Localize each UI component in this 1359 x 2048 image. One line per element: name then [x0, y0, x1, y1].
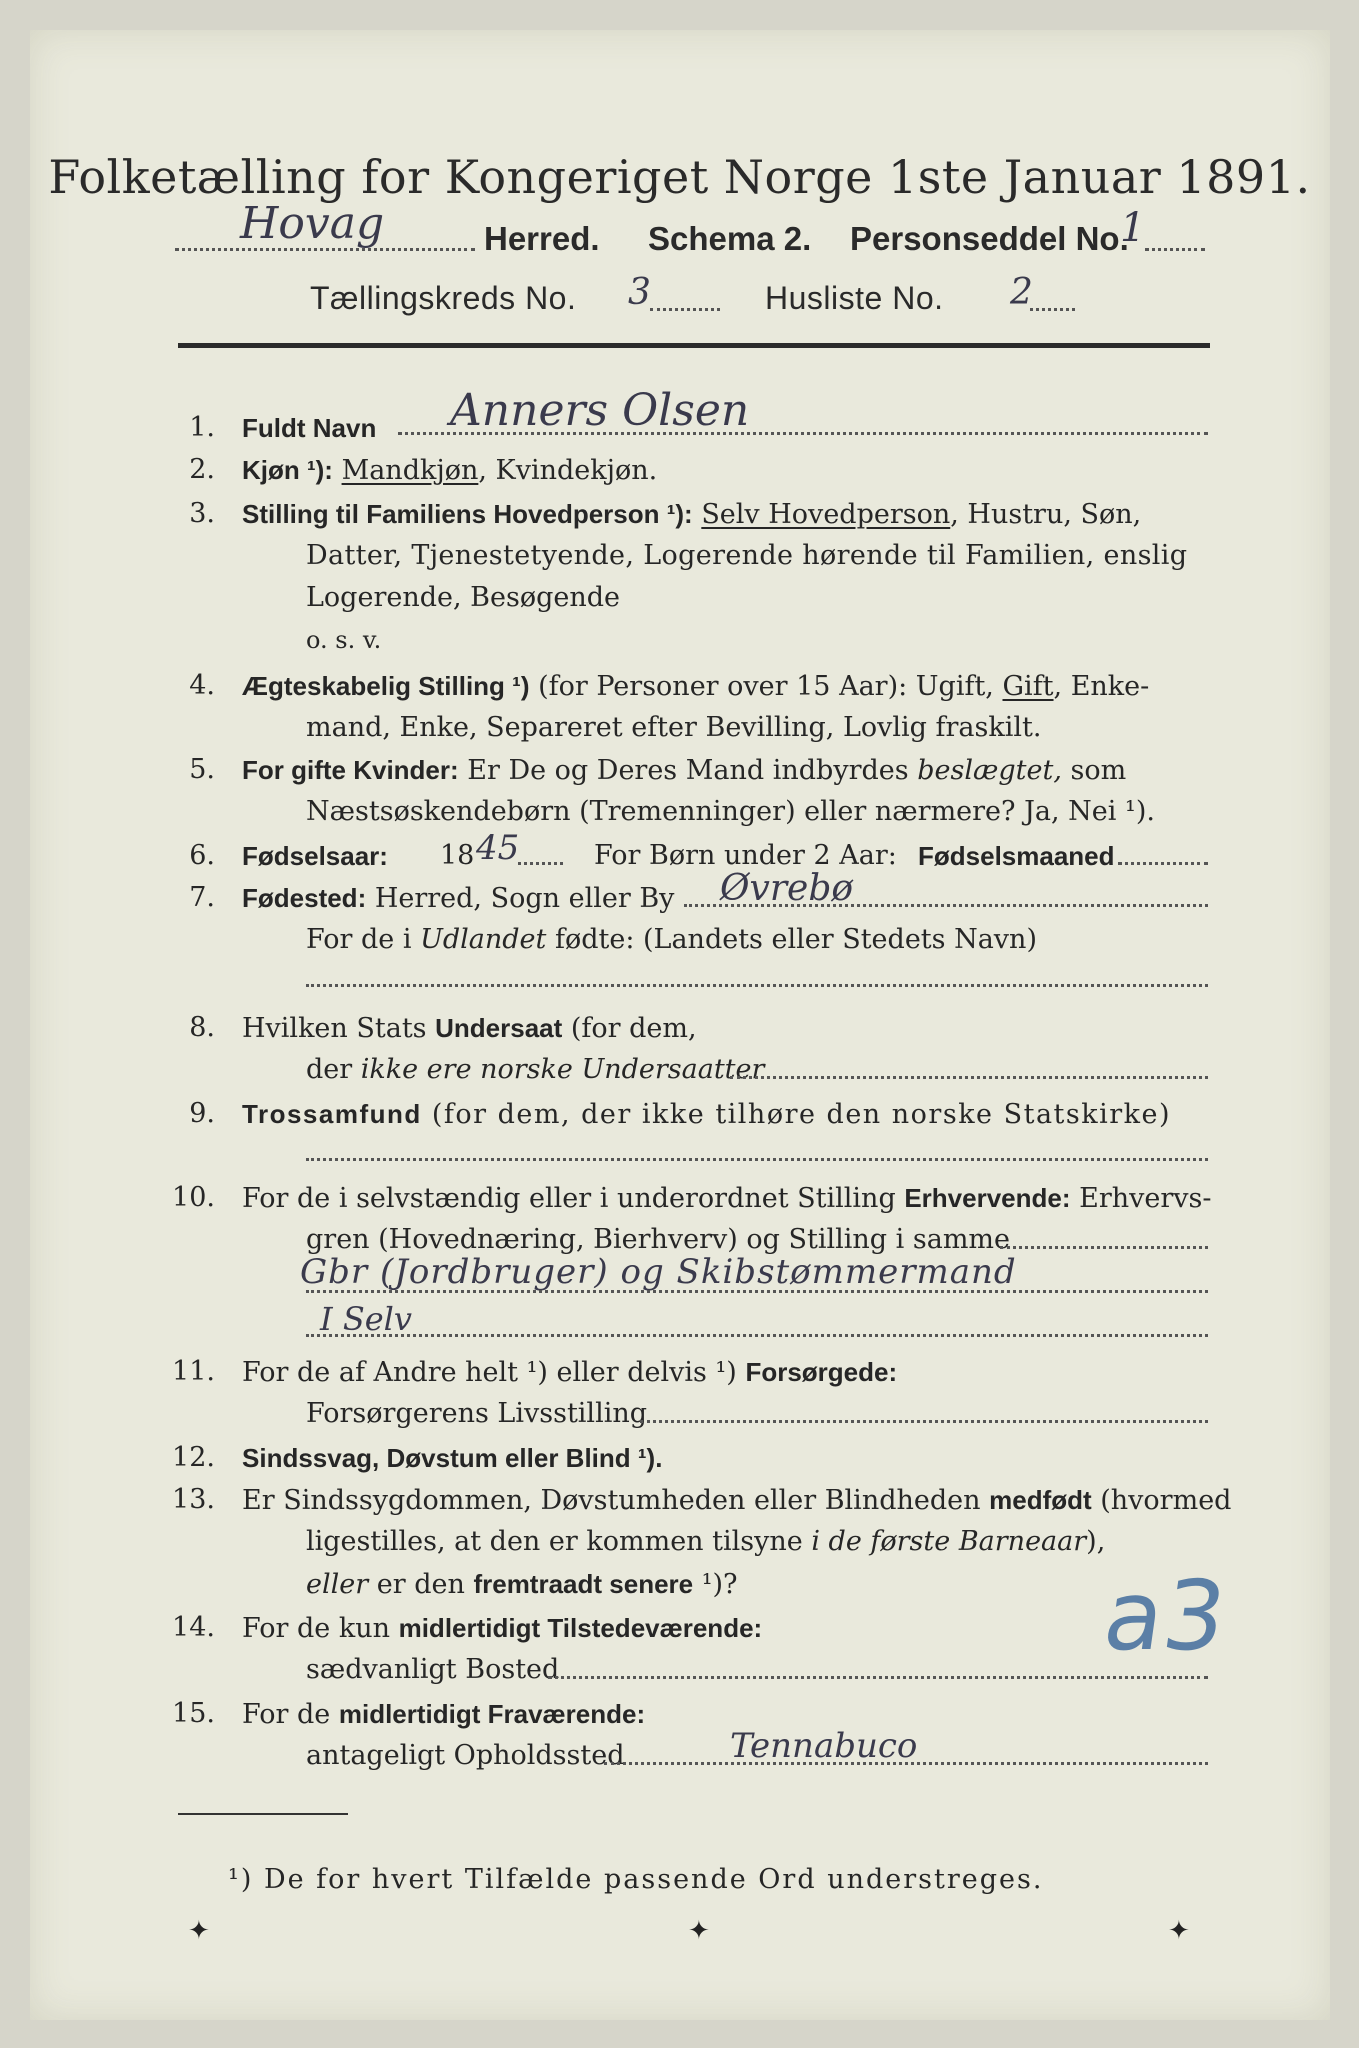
q9-line1	[242, 1098, 1171, 1131]
q13-line3a: er den	[376, 1569, 465, 1600]
q13-line3em: eller	[306, 1569, 369, 1600]
kreds-label: Tællingskreds No.	[310, 280, 577, 316]
q13-label: medfødt	[989, 1485, 1092, 1515]
occupation-value-2: I Selv	[320, 1300, 412, 1338]
personseddel-dotted-line	[1145, 248, 1205, 251]
q15-line2: antageligt Opholdssted	[306, 1740, 625, 1771]
q7-line1	[242, 882, 674, 915]
q11-label: Forsørgede:	[745, 1357, 898, 1387]
q7-text: Herred, Sogn eller By	[374, 883, 675, 914]
registration-mark-right: ✦	[1168, 1916, 1190, 1946]
q7-line2	[306, 924, 1037, 956]
q4-line1	[242, 670, 1149, 703]
herred-value: Hovag	[240, 198, 385, 249]
q5-text: Er De og Deres Mand indbyrdes	[467, 755, 909, 786]
item-number: 14.	[172, 1612, 215, 1643]
q7-line2b: fødte: (Landets eller Stedets Navn)	[554, 924, 1037, 955]
kreds-dotted-line	[650, 308, 720, 311]
q15-line1	[242, 1698, 645, 1731]
q10-line2: gren (Hovednæring, Bierhverv) og Stilling i samme	[306, 1224, 1011, 1255]
q13-text: Er Sindssygdommen, Døvstumheden eller Blindheden	[242, 1485, 981, 1516]
item-number: 15.	[172, 1698, 215, 1729]
q13-line3	[306, 1568, 738, 1601]
q4-rest: , Enke-	[1053, 671, 1150, 702]
item-number: 1.	[189, 412, 215, 443]
item-number: 11.	[172, 1356, 215, 1387]
footnote-rule	[178, 1813, 348, 1815]
q5-line2: Næstsøskendebørn (Tremenninger) eller nærmere? Ja, Nei ¹).	[306, 796, 1155, 827]
birthyear-line	[518, 862, 563, 865]
q14-line2: sædvanligt Bosted	[306, 1654, 560, 1685]
kreds-no: 3	[628, 272, 651, 313]
header-rule	[178, 343, 1210, 348]
item-number: 10.	[172, 1182, 215, 1213]
q9-label: Trossamfund	[242, 1099, 422, 1129]
occupation-line2	[306, 1334, 1208, 1337]
q3-label: Stilling til Familiens Hovedperson ¹):	[242, 499, 693, 529]
item-number: 8.	[189, 1012, 215, 1043]
husliste-dotted-line	[1030, 308, 1075, 311]
q8-label-b: Undersaat	[435, 1013, 563, 1043]
birthmonth-label: Fødselsmaaned	[918, 841, 1115, 871]
birthyear-value: 45	[476, 828, 520, 868]
registration-mark-left: ✦	[188, 1916, 210, 1946]
item-number: 13.	[172, 1484, 215, 1515]
occupation-value-1: Gbr (Jordbruger) og Skibstømmermand	[300, 1252, 1017, 1292]
q7-line2em: Udlandet	[420, 924, 547, 955]
temp-residence-value: Tennabuco	[730, 1726, 918, 1766]
birthmonth-line	[1118, 862, 1208, 865]
q14-text: For de kun	[242, 1613, 390, 1644]
usual-residence-line	[548, 1676, 1208, 1679]
q8-line2em: ikke ere norske Undersaatter	[360, 1054, 765, 1085]
personseddel-no: 1	[1120, 205, 1146, 251]
q7-line2a: For de i	[306, 924, 412, 955]
q2-line	[242, 454, 657, 487]
q5-line1	[242, 754, 1126, 787]
q13-rest: (hvormed	[1100, 1485, 1232, 1516]
q10-text: For de i selvstændig eller i underordnet Stilling	[242, 1183, 896, 1214]
religion-line	[306, 1158, 1208, 1161]
birthplace-value: Øvrebø	[720, 868, 854, 909]
item-number: 9.	[189, 1098, 215, 1129]
q8-line1	[242, 1012, 697, 1045]
item-number: 2.	[189, 454, 215, 485]
item-number: 3.	[189, 498, 215, 529]
full-name-label: Fuldt Navn	[242, 413, 377, 443]
personseddel-label: Personseddel No.	[850, 220, 1129, 257]
registration-mark-center: ✦	[688, 1916, 710, 1946]
q2-label: Kjøn ¹):	[242, 455, 333, 485]
q14-line1	[242, 1612, 762, 1645]
q11-line2: Forsørgerens Livsstilling	[306, 1398, 648, 1429]
abroad-line	[306, 984, 1208, 987]
q13-line2em: i de første Barneaar	[811, 1526, 1087, 1557]
item-number: 4.	[189, 670, 215, 701]
provider-line	[640, 1420, 1208, 1423]
q13-line2	[306, 1526, 1105, 1558]
herred-label: Herred.	[484, 220, 600, 257]
q8-text: (for dem,	[570, 1013, 697, 1044]
q13-line2b: ),	[1086, 1526, 1106, 1557]
q13-line3c: ¹)?	[701, 1569, 738, 1600]
item-number: 12.	[172, 1442, 215, 1473]
q2-option: , Kvindekjøn.	[478, 455, 658, 486]
q13-line2a: ligestilles, at den er kommen tilsyne	[306, 1526, 803, 1557]
birthyear-prefix: 18	[440, 840, 475, 871]
q12-label: Sindssvag, Døvstum eller Blind ¹).	[242, 1443, 663, 1473]
q4-label: Ægteskabelig Stilling ¹)	[242, 671, 530, 701]
citizenship-line	[730, 1076, 1208, 1079]
q14-label: midlertidigt Tilstedeværende:	[398, 1613, 763, 1643]
full-name-value: Anners Olsen	[450, 385, 750, 436]
q15-label: midlertidigt Fraværende:	[338, 1699, 646, 1729]
birthyear-label: Fødselsaar:	[242, 841, 388, 871]
q8-line2	[306, 1054, 764, 1086]
q8-label: Hvilken Stats	[242, 1013, 427, 1044]
husliste-label: Husliste No.	[765, 280, 944, 316]
q10-line1	[242, 1182, 1212, 1215]
q4-selected: Gift	[1002, 671, 1054, 702]
occupation-line1	[306, 1290, 1208, 1293]
item-number: 5.	[189, 754, 215, 785]
q11-text: For de af Andre helt ¹) eller delvis ¹)	[242, 1357, 737, 1388]
schema-label: Schema 2.	[648, 220, 812, 257]
q5-em: beslægtet,	[917, 755, 1062, 786]
q4-line2: mand, Enke, Separeret efter Bevilling, Lovlig fraskilt.	[306, 712, 1042, 743]
archive-stamp: a3	[1097, 1560, 1233, 1672]
q8-line2a: der	[306, 1054, 353, 1085]
q13-line1	[242, 1484, 1231, 1517]
q4-text: (for Personer over 15 Aar): Ugift,	[538, 671, 994, 702]
q3-line1	[242, 498, 1141, 531]
q9-text: (for dem, der ikke tilhøre den norske Statskirke)	[431, 1099, 1172, 1130]
q15-text: For de	[242, 1699, 331, 1730]
q3-rest: , Hustru, Søn,	[950, 499, 1142, 530]
q3-selected: Selv Hovedperson	[701, 499, 951, 530]
q11-line1	[242, 1356, 897, 1389]
q3-line3: Logerende, Besøgende	[306, 582, 620, 613]
q10-label: Erhvervende:	[904, 1183, 1071, 1213]
footnote: ¹) De for hvert Tilfælde passende Ord understreges.	[228, 1864, 1044, 1895]
q3-line4: o. s. v.	[306, 626, 382, 654]
q5-label: For gifte Kvinder:	[242, 755, 459, 785]
q10-rest: Erhvervs-	[1079, 1183, 1212, 1214]
form-title: Folketælling for Kongeriget Norge 1ste Januar 1891.	[48, 150, 1311, 204]
husliste-no: 2	[1010, 272, 1033, 313]
q6-text: For Børn under 2 Aar:	[594, 840, 897, 871]
q2-selected: Mandkjøn	[341, 455, 479, 486]
occupation-line0	[1000, 1246, 1208, 1249]
q5-rest: som	[1070, 755, 1127, 786]
item-number: 7.	[189, 882, 215, 913]
q3-line2: Datter, Tjenestetyende, Logerende hørende til Familien, enslig	[306, 540, 1188, 571]
q13-line3b: fremtraadt senere	[473, 1569, 694, 1599]
q7-label: Fødested:	[242, 883, 367, 913]
item-number: 6.	[189, 840, 215, 871]
